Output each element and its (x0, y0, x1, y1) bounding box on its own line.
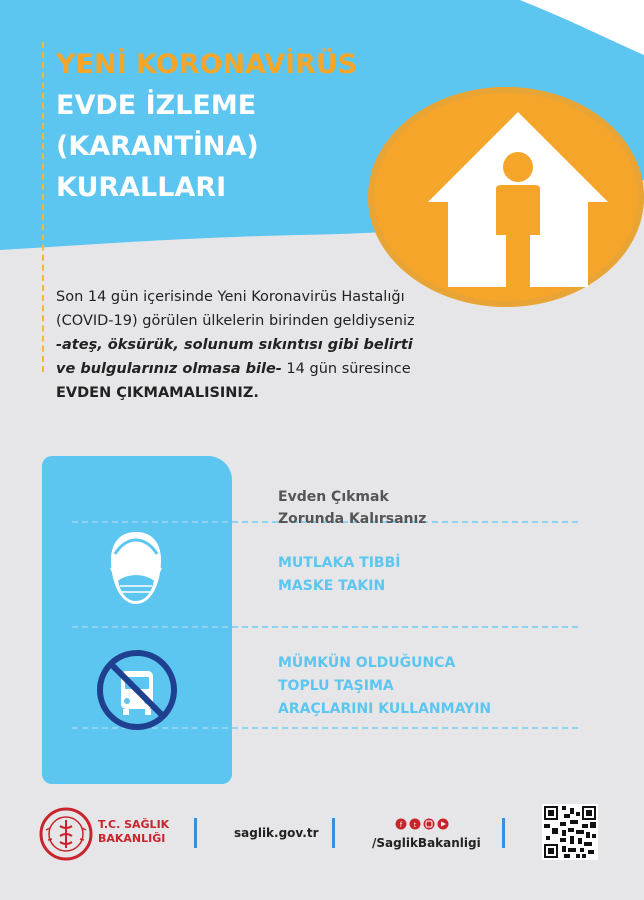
ministry-name-line-1: T.C. SAĞLIK (98, 818, 170, 831)
title-line-4: KURALLARI (56, 172, 227, 203)
rule-mask-line-1: MUTLAKA TIBBİ (278, 555, 401, 571)
intro-bold: EVDEN ÇIKMAMALISINIZ. (56, 385, 259, 401)
website-link[interactable]: saglik.gov.tr (234, 826, 319, 840)
ministry-name (98, 818, 169, 846)
separator-2 (72, 626, 578, 628)
title-line-1: YENİ KORONAVİRÜS (56, 49, 358, 80)
subheading (278, 486, 426, 530)
rule-transport-line-1: MÜMKÜN OLDUĞUNCA (278, 655, 456, 671)
rule-mask-line-2: MASKE TAKIN (278, 578, 386, 594)
intro-text-1: Son 14 gün içerisinde Yeni Koronavirüs Hastalığı (COVID-19) görülen ülkelerin birinden geldiyseniz (56, 289, 415, 329)
footer-divider-2 (332, 818, 335, 848)
social-media-icons (395, 818, 449, 830)
subheading-line-1: Evden Çıkmak (278, 489, 389, 505)
intro-text-2: 14 gün süresince (281, 361, 411, 377)
qr-code (542, 804, 598, 860)
svg-text:f: f (399, 821, 403, 829)
vertical-dashed-line (42, 42, 44, 372)
social-handle[interactable]: /SaglikBakanligi (372, 836, 481, 850)
svg-text:t: t (413, 822, 417, 829)
house-badge (368, 87, 644, 307)
ministry-name-line-2: BAKANLIĞI (98, 832, 166, 845)
face-mask-icon (105, 530, 167, 610)
title-line-2: EVDE İZLEME (56, 90, 257, 121)
rule-transport-line-3: ARAÇLARINI KULLANMAYIN (278, 701, 492, 717)
footer-divider-3 (502, 818, 505, 848)
rule-transport-line-2: TOPLU TAŞIMA (278, 678, 394, 694)
rule-mask (278, 552, 400, 598)
rule-transport (278, 652, 491, 721)
no-bus-icon (94, 647, 180, 733)
icon-panel (42, 456, 232, 784)
footer-divider-1 (194, 818, 197, 848)
intro-paragraph (56, 285, 416, 405)
subheading-line-2: Zorunda Kalırsanız (278, 511, 427, 527)
house-person-icon (423, 107, 613, 287)
ministry-logo-icon (38, 806, 94, 862)
intro-italic: -ateş, öksürük, solunum sıkıntısı gibi belirti ve bulgularınız olmasa bile- (56, 337, 413, 377)
title-line-3: (KARANTİNA) (56, 131, 259, 162)
page-title (56, 44, 357, 208)
